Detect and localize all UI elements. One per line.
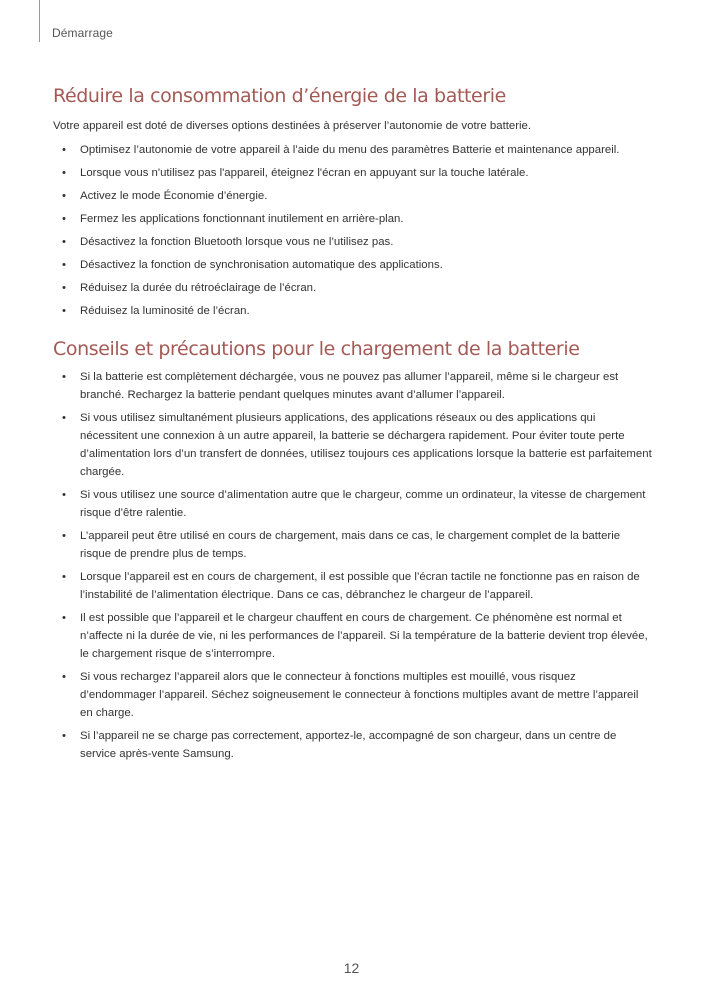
bullet-icon: • xyxy=(62,730,66,742)
list-item-text: Il est possible que l’appareil et le chargeur chauffent en cours de chargement. Ce phénomène est normal et n’affecte ni la durée de vie, ni les performances de l’appareil. Si la température de la batterie devient trop élevée, le chargement risque de s’interrompre. xyxy=(80,612,648,660)
list-item-text: Si l’appareil ne se charge pas correctement, apportez-le, accompagné de son chargeur, dans un centre de service après-vente Samsung. xyxy=(80,730,617,760)
bullet-icon: • xyxy=(62,259,66,271)
list-item-text: Réduisez la durée du rétroéclairage de l’écran. xyxy=(80,282,317,294)
list-item xyxy=(53,233,653,251)
section-intro: Votre appareil est doté de diverses options destinées à préserver l’autonomie de votre batterie. xyxy=(53,120,532,132)
bullet-icon: • xyxy=(62,144,66,156)
list-item xyxy=(53,302,653,320)
bullet-icon: • xyxy=(62,236,66,248)
bullet-icon: • xyxy=(62,282,66,294)
section-charging-tips xyxy=(53,336,653,763)
bullet-icon: • xyxy=(62,305,66,317)
list-item-text: Lorsque vous n'utilisez pas l'appareil, éteignez l'écran en appuyant sur la touche latérale. xyxy=(80,167,529,179)
list-item xyxy=(53,256,653,274)
list-item-text: Désactivez la fonction Bluetooth lorsque vous ne l’utilisez pas. xyxy=(80,236,394,248)
list-item xyxy=(53,568,653,604)
section-title: Réduire la consommation d’énergie de la batterie xyxy=(53,85,506,107)
list-item-text: Si vous utilisez une source d’alimentation autre que le chargeur, comme un ordinateur, la vitesse de chargement risque d’être ralentie. xyxy=(80,489,646,519)
margin-rule xyxy=(39,0,40,42)
list-item-text: Réduisez la luminosité de l’écran. xyxy=(80,305,250,317)
page-content xyxy=(53,83,653,768)
bullet-icon: • xyxy=(62,213,66,225)
list-item-text: Si la batterie est complètement déchargée, vous ne pouvez pas allumer l’appareil, même si le chargeur est branché. Rechargez la batterie pendant quelques minutes avant d’allumer l’appareil. xyxy=(80,371,619,401)
list-item-text: Si vous rechargez l’appareil alors que le connecteur à fonctions multiples est mouillé, vous risquez d’endommager l’appareil. Séchez soigneusement le connecteur à fonctions multiples avant de mettre l’appareil en charge. xyxy=(80,671,639,719)
list-item-text: Lorsque l’appareil est en cours de chargement, il est possible que l’écran tactile ne fonctionne pas en raison de l’instabilité de l’alimentation électrique. Dans ce cas, débranchez le chargeur de l’appareil. xyxy=(80,571,640,601)
list-item xyxy=(53,141,653,159)
list-item xyxy=(53,409,653,481)
bullet-list xyxy=(53,368,653,763)
list-item-text: L’appareil peut être utilisé en cours de chargement, mais dans ce cas, le chargement complet de la batterie risque de prendre plus de temps. xyxy=(80,530,621,560)
bullet-icon: • xyxy=(62,489,66,501)
page-number: 12 xyxy=(343,960,360,976)
list-item xyxy=(53,486,653,522)
list-item-text: Si vous utilisez simultanément plusieurs applications, des applications réseaux ou des applications qui nécessitent une connexion à un autre appareil, la batterie se déchargera rapidement. Pour éviter toute perte d’alimentation lors d’un transfert de données, utilisez toujours ces applications lorsque la batterie est parfaitement chargée. xyxy=(80,412,652,478)
list-item xyxy=(53,164,653,182)
list-item xyxy=(53,668,653,722)
section-title: Conseils et précautions pour le chargement de la batterie xyxy=(53,338,580,360)
bullet-icon: • xyxy=(62,612,66,624)
bullet-icon: • xyxy=(62,412,66,424)
bullet-icon: • xyxy=(62,571,66,583)
list-item xyxy=(53,279,653,297)
list-item xyxy=(53,210,653,228)
list-item-text: Fermez les applications fonctionnant inutilement en arrière-plan. xyxy=(80,213,404,225)
list-item-text: Activez le mode Économie d’énergie. xyxy=(80,190,268,202)
bullet-icon: • xyxy=(62,530,66,542)
bullet-icon: • xyxy=(62,190,66,202)
list-item xyxy=(53,368,653,404)
list-item-text: Optimisez l’autonomie de votre appareil à l’aide du menu des paramètres Batterie et maintenance appareil. xyxy=(80,144,620,156)
bullet-icon: • xyxy=(62,671,66,683)
bullet-list xyxy=(53,141,653,320)
list-item xyxy=(53,609,653,663)
list-item xyxy=(53,727,653,763)
section-battery-saving xyxy=(53,83,653,320)
running-header: Démarrage xyxy=(52,26,113,40)
bullet-icon: • xyxy=(62,371,66,383)
list-item-text: Désactivez la fonction de synchronisation automatique des applications. xyxy=(80,259,443,271)
list-item xyxy=(53,187,653,205)
bullet-icon: • xyxy=(62,167,66,179)
list-item xyxy=(53,527,653,563)
